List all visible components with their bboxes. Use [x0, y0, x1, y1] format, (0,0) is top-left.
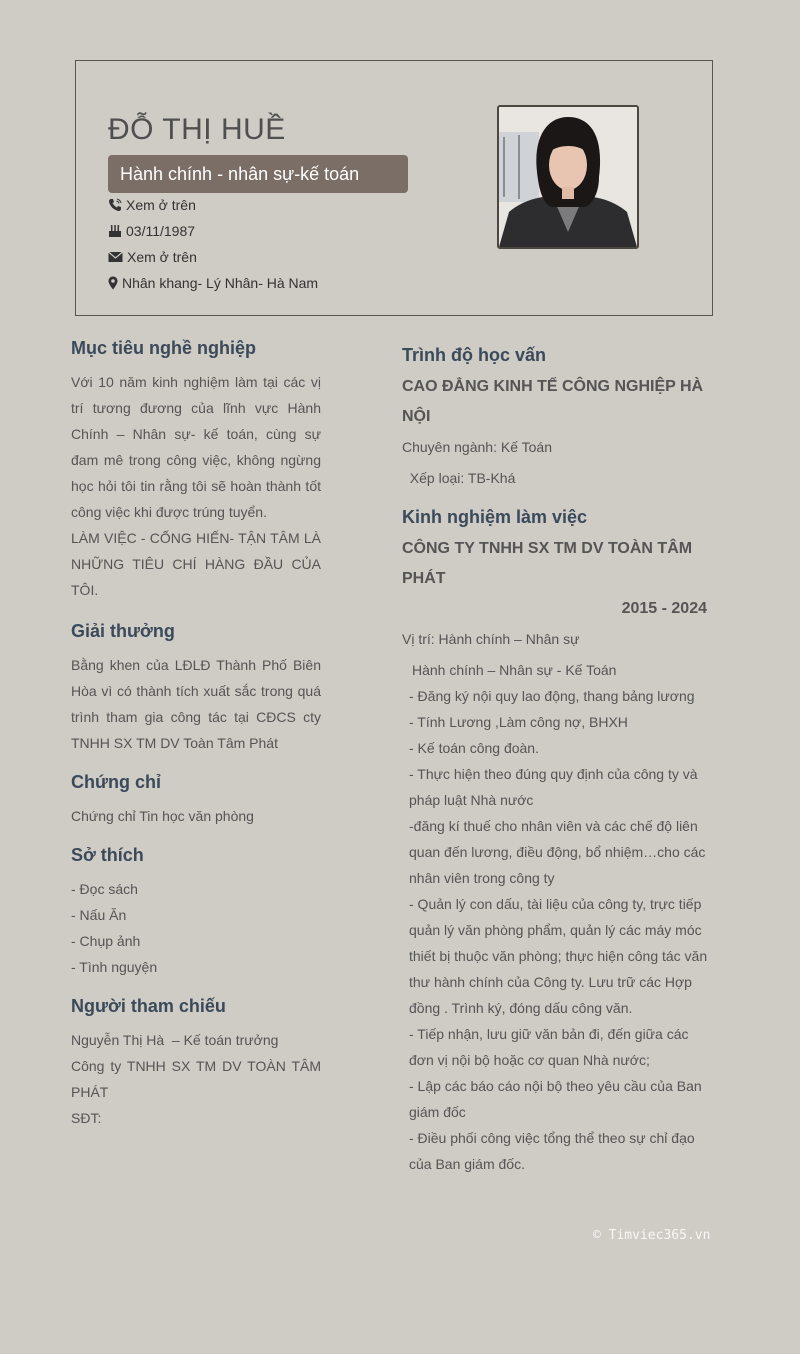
experience-line: - Tính Lương ,Làm công nợ, BHXH: [409, 714, 628, 730]
experience-line: - Thực hiện theo đúng quy định của công ty và pháp luật Nhà nước: [409, 766, 698, 808]
references-title: Người tham chiếu: [71, 996, 226, 1016]
job-title-badge: Hành chính - nhân sự-kế toán: [108, 155, 408, 193]
education-title: Trình độ học vấn: [402, 345, 547, 365]
experience-line: -đăng kí thuế cho nhân viên và các chế độ liên quan đến lương, điều động, bổ nhiệm…cho các nhân viên trong công ty: [409, 818, 706, 886]
experience-line: - Đăng ký nội quy lao động, thang bảng lương: [409, 688, 695, 704]
birthday-value: 03/11/1987: [126, 223, 196, 239]
objective-title: Mục tiêu nghề nghiệp: [71, 338, 256, 358]
envelope-icon: [108, 251, 123, 263]
references-section: [71, 996, 321, 1131]
experience-line: Hành chính – Nhân sự - Kế Toán: [412, 662, 617, 678]
experience-details: [402, 657, 712, 1177]
header-box: [75, 60, 713, 316]
contact-phone: [108, 197, 196, 213]
hobby-item: - Đọc sách: [71, 881, 138, 897]
experience-period: 2015 - 2024: [621, 600, 707, 617]
experience-line: - Quản lý con dấu, tài liệu của công ty, trực tiếp quản lý văn phòng phẩm, quản lý các máy móc thiết bị thuộc văn phòng; thực hiện công tác văn thư hành chính của Công ty. Lưu trữ các Hợp đồng . Trình ký, đóng dấu công văn.: [409, 896, 708, 1016]
experience-line: - Điều phối công việc tổng thể theo sự chỉ đạo của Ban giám đốc.: [409, 1130, 695, 1172]
phone-value: Xem ở trên: [126, 197, 196, 213]
candidate-name: ĐỖ THỊ HUỀ: [108, 113, 286, 146]
awards-text: Bằng khen của LĐLĐ Thành Phố Biên Hòa vì có thành tích xuất sắc trong quá trình tham gia công tác tại CĐCS cty TNHH SX TM DV Toàn Tâm Phát: [71, 657, 321, 751]
hobby-item: - Chụp ảnh: [71, 933, 141, 949]
hobbies-section: [71, 845, 321, 980]
address-value: Nhân khang- Lý Nhân- Hà Nam: [122, 275, 319, 291]
birthday-cake-icon: [108, 224, 122, 238]
experience-position: Vị trí: Hành chính – Nhân sự: [402, 631, 580, 647]
experience-line: - Kế toán công đoàn.: [409, 740, 539, 756]
phone-icon: [108, 198, 122, 212]
certificates-title: Chứng chỉ: [71, 772, 162, 792]
objective-motto: LÀM VIỆC - CỐNG HIẾN- TẬN TÂM LÀ NHỮNG TIÊU CHÍ HÀNG ĐẦU CỦA TÔI.: [71, 530, 321, 598]
experience-line: - Lập các báo cáo nội bộ theo yêu cầu của Ban giám đốc: [409, 1078, 702, 1120]
experience-section: [402, 507, 712, 1177]
map-marker-icon: [108, 276, 118, 290]
right-column: [402, 345, 712, 1177]
email-value: Xem ở trên: [127, 249, 197, 265]
contact-address: [108, 275, 318, 291]
reference-phone: SĐT:: [71, 1110, 102, 1126]
objective-text: Với 10 năm kinh nghiệm làm tại các vị trí tương đương của lĩnh vực Hành Chính – Nhân sự- kế toán, cùng sự đam mê trong công việc, không ngừng học hỏi tôi tin rằng tôi sẽ hoàn thành tốt công việc khi được trúng tuyển.: [71, 374, 321, 520]
education-grade: Xếp loại: TB-Khá: [402, 470, 516, 486]
certificates-text: Chứng chỉ Tin học văn phòng: [71, 808, 254, 824]
experience-line: - Tiếp nhận, lưu giữ văn bản đi, đến giữa các đơn vị nội bộ hoặc cơ quan Nhà nước;: [409, 1026, 689, 1068]
education-major: Chuyên ngành: Kế Toán: [402, 439, 552, 455]
education-section: [402, 345, 712, 491]
objective-section: [71, 338, 321, 603]
awards-section: [71, 621, 321, 756]
hobby-item: - Tình nguyện: [71, 959, 158, 975]
certificates-section: [71, 772, 321, 829]
avatar: [497, 105, 639, 249]
awards-title: Giải thưởng: [71, 621, 175, 641]
hobbies-title: Sở thích: [71, 845, 144, 865]
experience-title: Kinh nghiệm làm việc: [402, 507, 588, 527]
hobby-item: - Nấu Ăn: [71, 907, 127, 923]
reference-name: Nguyễn Thị Hà – Kế toán trưởng: [71, 1032, 279, 1048]
contact-email: [108, 249, 197, 265]
left-column: [71, 338, 321, 1131]
reference-company: Công ty TNHH SX TM DV TOÀN TÂM PHÁT: [71, 1058, 321, 1100]
experience-company: CÔNG TY TNHH SX TM DV TOÀN TÂM PHÁT: [402, 540, 693, 587]
contact-birthday: [108, 223, 195, 239]
footer-watermark[interactable]: © Timviec365.vn: [593, 1228, 711, 1243]
education-school: CAO ĐẲNG KINH TẾ CÔNG NGHIỆP HÀ NỘI: [402, 378, 704, 425]
